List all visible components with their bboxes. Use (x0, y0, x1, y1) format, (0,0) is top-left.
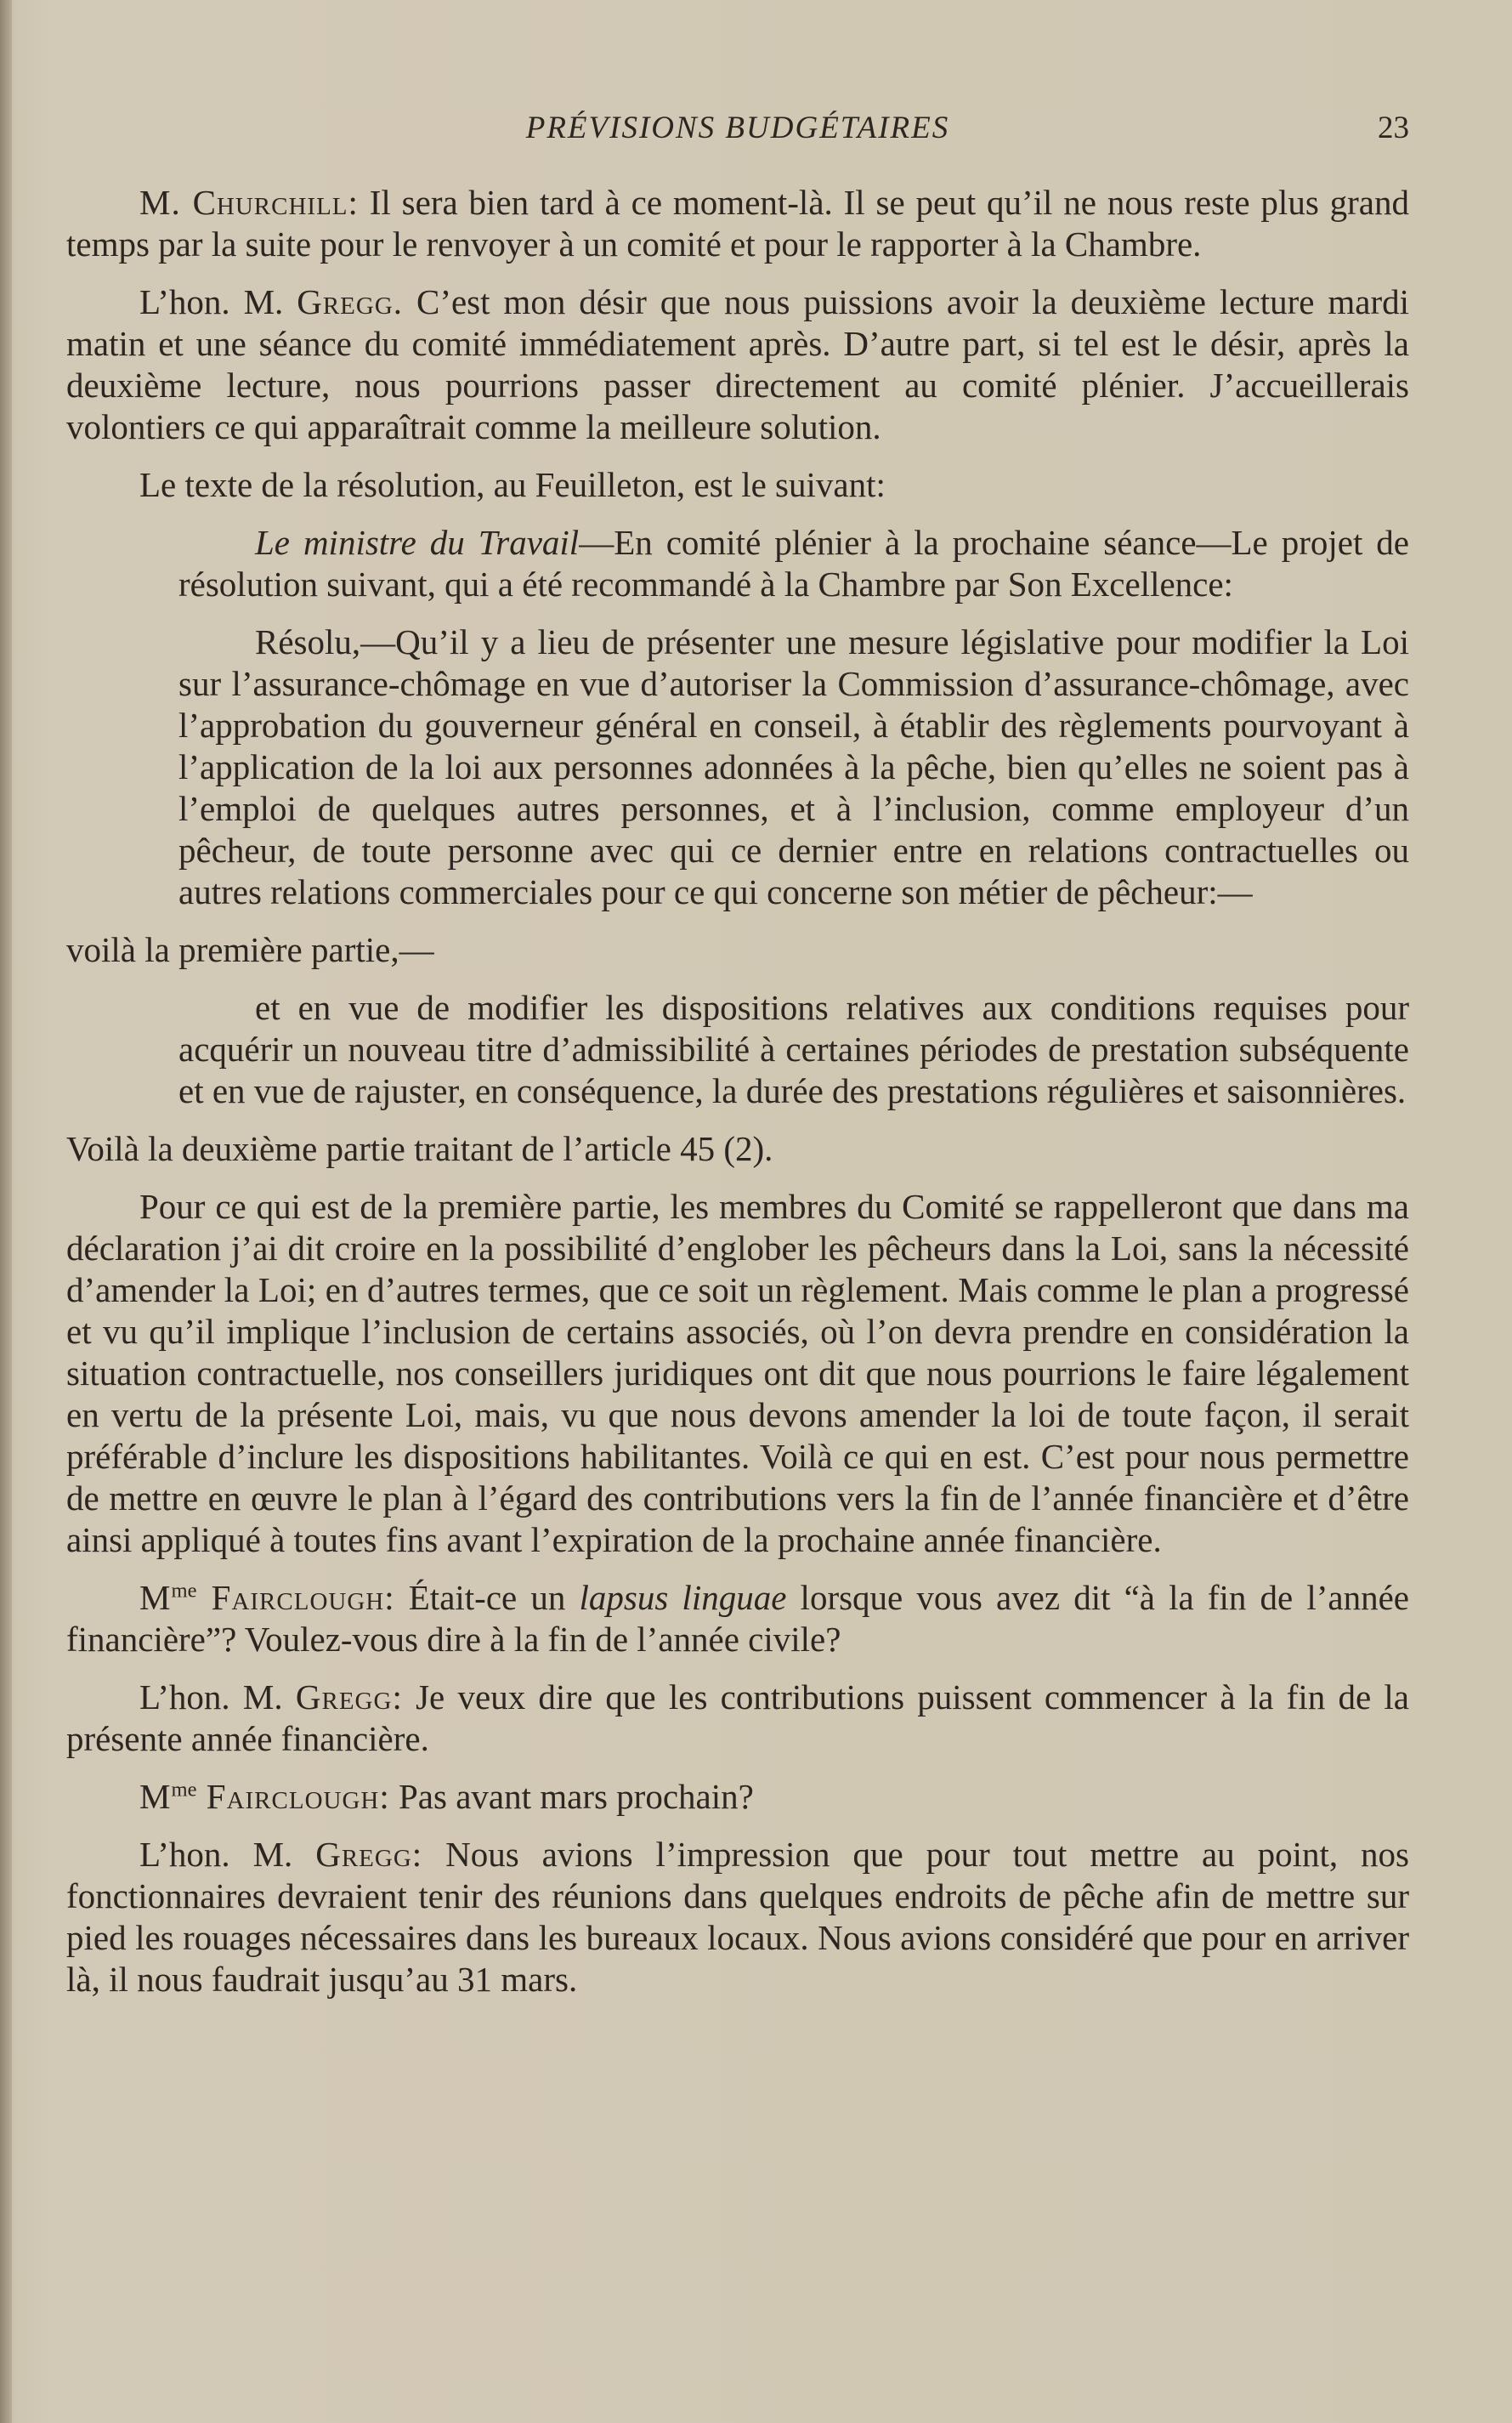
speaker-prefix: L’hon. M. (139, 1677, 296, 1717)
speech-text: lorsque vous avez dit “à la fin de l’année financière”? Voulez-vous dire à la fin de l’année civile? (66, 1578, 1410, 1659)
paragraph-second-part: Voilà la deuxième partie traitant de l’article 45 (2). (66, 1129, 773, 1168)
paragraph-explanation: Pour ce qui est de la première partie, les membres du Comité se rappelleront que dans ma déclaration j’ai dit croire en la possibilité d’englober les pêcheurs dans la Loi, sans la nécessité d’amender la Loi; en d’autres termes, que ce soit un règlement. Mais comme le plan a progressé et vu qu’il implique l’inclusion de certains associés, où l’on devra prendre en considération la situation contractuelle, nos conseillers juridiques ont dit que nous pourrions le faire légalement en vertu de la présente Loi, mais, vu que nous devons amender la loi de toute façon, il serait préférable d’inclure les dispositions habilitantes. Voilà ce qui en est. C’est pour nous permettre de mettre en œuvre le plan à l’égard des contributions vers la fin de l’année financière et d’être ainsi appliqué à toutes fins avant l’expiration de la prochaine année financière. (66, 1187, 1409, 1559)
speech-text: Pas avant mars prochain? (389, 1777, 754, 1816)
paragraph-gregg-1 (66, 281, 1409, 448)
paragraph-gregg-3 (66, 1834, 1409, 2000)
paragraph-first-part: voilà la première partie,— (66, 930, 434, 969)
paragraph-resolution-intro: Le texte de la résolution, au Feuilleton, est le suivant: (139, 465, 886, 504)
speaker-name: Fairclough: (196, 1777, 390, 1816)
speaker-name: Gregg. (297, 282, 404, 321)
speech-italic: lapsus linguae (579, 1578, 787, 1617)
speaker-prefix: L’hon. M. (139, 282, 297, 321)
speaker-prefix: L’hon. M. (139, 1835, 316, 1874)
page-header (66, 107, 1409, 160)
book-spine-edge (0, 0, 12, 2423)
speech-text: Je veux dire que les contributions puissent commencer à la fin de la présente année financière. (66, 1677, 1409, 1758)
speaker-name: Gregg: (315, 1835, 423, 1874)
quote-second-part: et en vue de modifier les dispositions relatives aux conditions requises pour acquérir un nouveau titre d’admissibilité à certaines périodes de prestation subséquente et en vue de rajuster, en conséquence, la durée des prestations régulières et saisonnières. (178, 988, 1409, 1110)
speech-text: Il sera bien tard à ce moment-là. Il se peut qu’il ne nous reste plus grand temps par la suite pour le renvoyer à un comité et pour le rapporter à la Chambre. (66, 183, 1409, 264)
speaker-superscript: me (171, 1579, 197, 1603)
speaker-name: M. Churchill: (139, 183, 359, 222)
quote-text: —En comité plénier à la prochaine séance—Le projet de résolution suivant, qui a été recommandé à la Chambre par Son Excellence: (178, 523, 1409, 604)
paragraph-fairclough-1 (66, 1577, 1409, 1660)
paragraph-gregg-2 (66, 1677, 1409, 1760)
speech-text: Nous avions l’impression que pour tout mettre au point, nos fonctionnaires devraient tenir des réunions dans quelques endroits de pêche afin de mettre sur pied les rouages nécessaires dans les bureaux locaux. Nous avions considéré que pour en arriver là, il nous faudrait jusqu’au 31 mars. (66, 1835, 1409, 1999)
running-head: PRÉVISIONS BUDGÉTAIRES (525, 111, 950, 145)
speaker-prefix: M (139, 1777, 172, 1816)
quote-resolution: Résolu,—Qu’il y a lieu de présenter une mesure législative pour modifier la Loi sur l’assurance-chômage en vue d’autoriser la Commission d’assurance-chômage, avec l’approbation du gouverneur général en conseil, à établir des règlements pourvoyant à l’application de la loi aux personnes adonnées à la pêche, bien qu’elles ne soient pas à l’emploi de quelques autres personnes, et à l’inclusion, comme employeur d’un pêcheur, de toute personne avec qui ce dernier entre en relations contractuelles ou autres relations commerciales pour ce qui concerne son métier de pêcheur:— (178, 622, 1409, 911)
speech-text: C’est mon désir que nous puissions avoir la deuxième lecture mardi matin et une séance du comité immédiatement après. D’autre part, si tel est le désir, après la deuxième lecture, nous pourrions passer directement au comité plénier. J’accueillerais volontiers ce qui apparaîtrait comme la meilleure solution. (66, 282, 1409, 446)
paragraph-churchill (66, 182, 1409, 265)
speech-text: Était-ce un (394, 1578, 580, 1617)
quote-italic: Le ministre du Travail (255, 523, 580, 562)
speaker-name: Fairclough: (196, 1578, 395, 1617)
speaker-superscript: me (171, 1778, 197, 1802)
paragraph-fairclough-2 (66, 1776, 1409, 1818)
speaker-name: Gregg: (295, 1677, 403, 1717)
quote-minister (178, 522, 1409, 605)
document-body (66, 107, 1409, 2017)
page-number: 23 (1378, 111, 1409, 145)
speaker-prefix: M (139, 1578, 172, 1617)
